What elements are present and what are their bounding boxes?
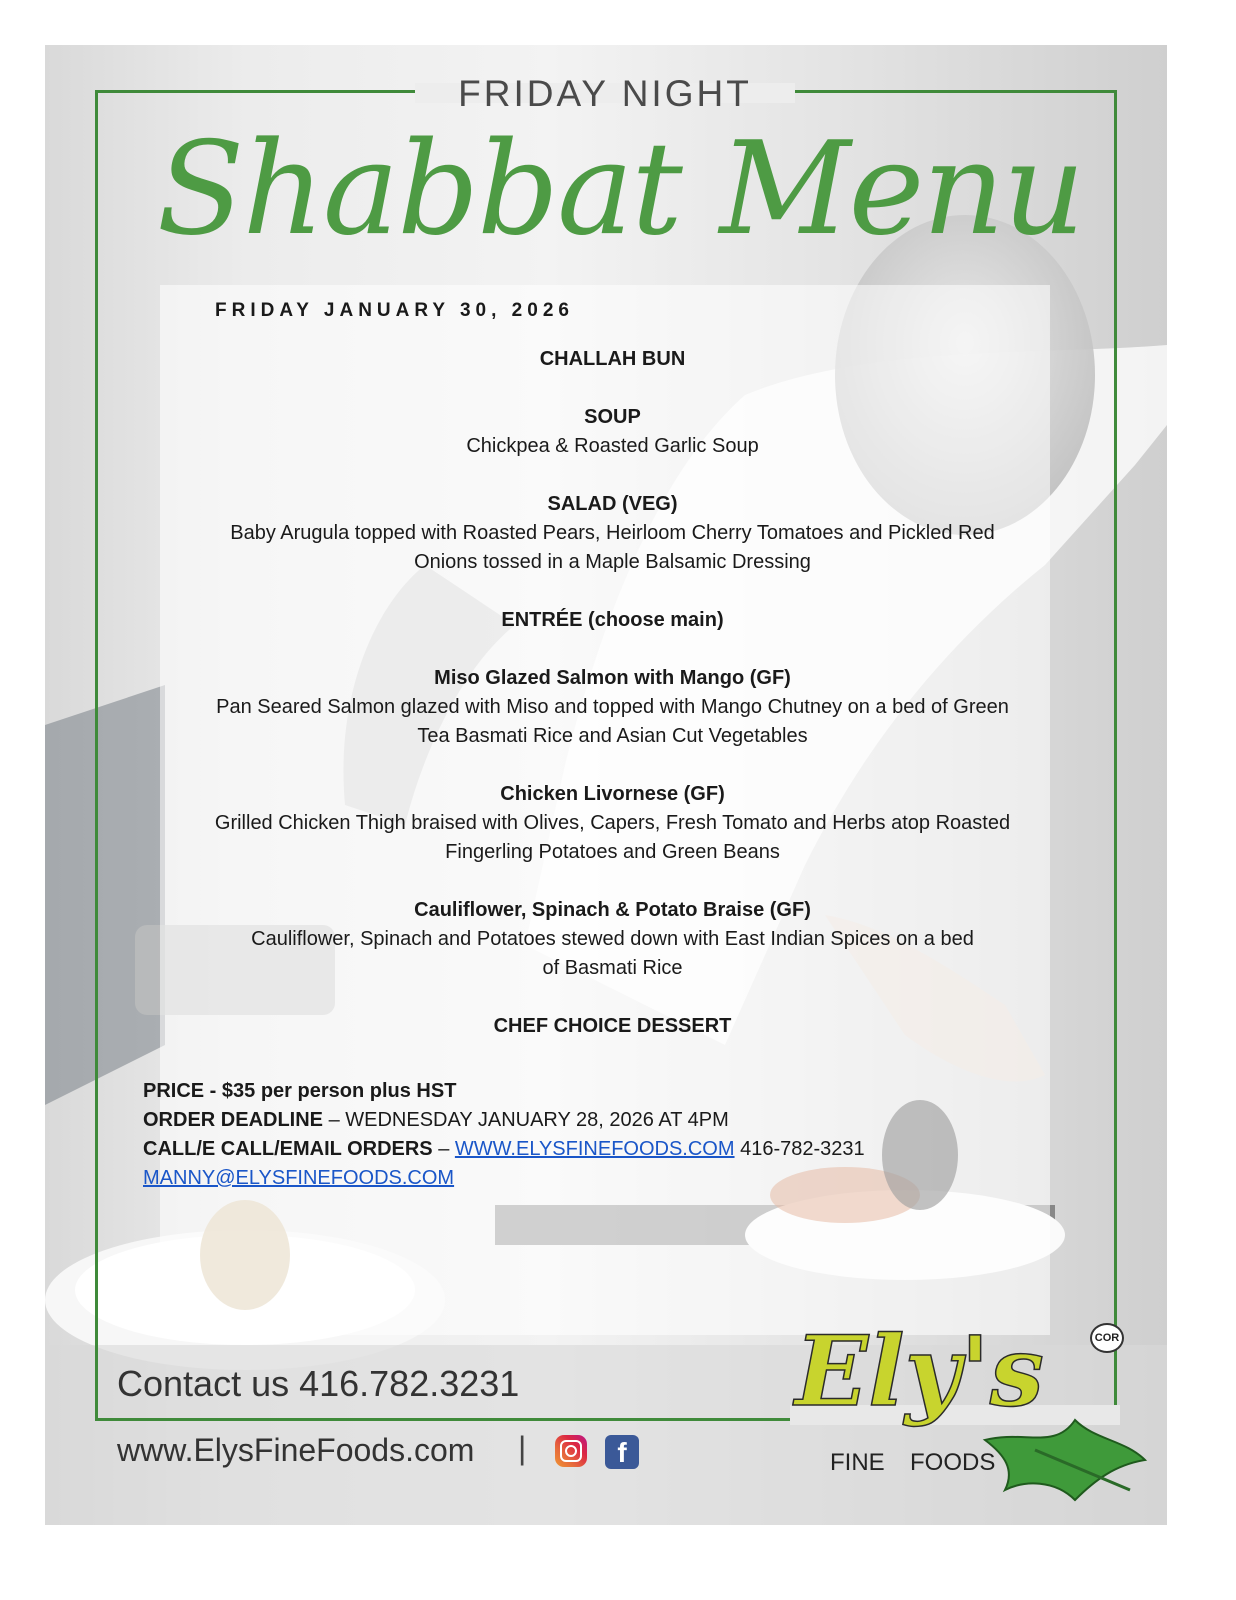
salmon-description-line-1: Pan Seared Salmon glazed with Miso and topped with Mango Chutney on a bed of Green [216,696,1009,718]
menu-page [45,45,1167,1525]
elys-fine-foods-logo [735,1290,1155,1520]
cauliflower-heading: Cauliflower, Spinach & Potato Braise (GF) [414,899,811,921]
menu-items [135,345,1090,1041]
order-phone: 416-782-3231 [734,1138,865,1160]
friday-night-kicker: FRIDAY NIGHT [458,73,752,114]
salmon-description-line-2: Tea Basmati Rice and Asian Cut Vegetables [417,725,808,747]
contact-phone: Contact us 416.782.3231 [117,1363,520,1404]
menu-date: FRIDAY JANUARY 30, 2026 [215,300,574,321]
price-line: PRICE - $35 per person plus HST [143,1080,457,1102]
footer-website[interactable]: www.ElysFineFoods.com [117,1432,475,1468]
dessert-heading: CHEF CHOICE DESSERT [493,1015,732,1037]
footer-separator: | [518,1430,527,1466]
salmon-heading: Miso Glazed Salmon with Mango (GF) [434,667,791,689]
chicken-heading: Chicken Livornese (GF) [500,783,725,805]
deadline-label: ORDER DEADLINE [143,1109,324,1131]
instagram-icon[interactable] [555,1435,587,1467]
orders-label: CALL/E CALL/EMAIL ORDERS [143,1138,433,1160]
cauliflower-description-line-2: of Basmati Rice [542,957,683,979]
salad-description-line-2: Onions tossed in a Maple Balsamic Dressing [414,551,811,573]
entree-heading: ENTRÉE (choose main) [501,609,724,631]
salad-heading: SALAD (VEG) [547,493,678,515]
orders-dash: – [432,1138,455,1160]
logo-fine: FINE [830,1449,885,1476]
soup-description: Chickpea & Roasted Garlic Soup [466,435,759,457]
facebook-icon[interactable]: f [605,1435,639,1469]
order-info [143,1077,865,1193]
logo-foods: FOODS [910,1449,996,1476]
challah-heading: CHALLAH BUN [539,348,686,370]
cauliflower-description-line-1: Cauliflower, Spinach and Potatoes stewed down with East Indian Spices on a bed [251,928,974,950]
email-link[interactable]: MANNY@ELYSFINEFOODS.COM [143,1167,455,1189]
deadline-value: – WEDNESDAY JANUARY 28, 2026 AT 4PM [323,1109,729,1131]
kosher-cor-badge: COR [1090,1323,1124,1353]
logo-script: Ely's [795,1315,1044,1428]
salad-description-line-1: Baby Arugula topped with Roasted Pears, Heirloom Cherry Tomatoes and Pickled Red [230,522,995,544]
soup-heading: SOUP [584,406,641,428]
chicken-description-line-2: Fingerling Potatoes and Green Beans [445,841,780,863]
chicken-description-line-1: Grilled Chicken Thigh braised with Olives, Capers, Fresh Tomato and Herbs atop Roasted [214,812,1011,834]
website-link[interactable]: WWW.ELYSFINEFOODS.COM [454,1138,735,1160]
shabbat-menu-title: Shabbat Menu [156,115,1084,264]
